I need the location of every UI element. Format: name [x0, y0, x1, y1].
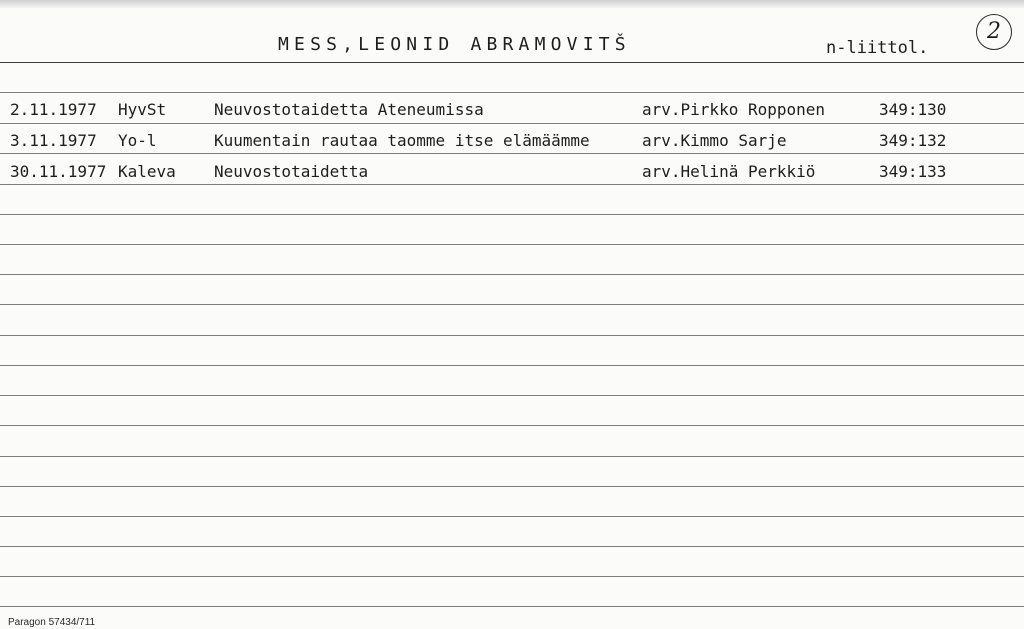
entry-reviewer: arv.Kimmo Sarje [642, 131, 787, 150]
ruled-line [0, 395, 1024, 396]
entry-source: Kaleva [118, 162, 176, 181]
card-number-badge: 2 [976, 14, 1012, 50]
ruled-line [0, 546, 1024, 547]
ruled-line [0, 92, 1024, 93]
ruled-line [0, 304, 1024, 305]
entry-date: 3.11.1977 [10, 131, 97, 150]
entry-source: Yo-l [118, 131, 157, 150]
entry-reference: 349:132 [879, 131, 947, 150]
entry-reference: 349:133 [879, 162, 947, 181]
entry-title: Neuvostotaidetta Ateneumissa [214, 100, 484, 119]
ruled-line [0, 456, 1024, 457]
entry-reviewer: arv.Helinä Perkkiö [642, 162, 816, 181]
card-heading-tag: n-liittol. [826, 38, 929, 58]
printer-imprint: Paragon 57434/711 [8, 617, 96, 628]
entry-date: 30.11.1977 [10, 162, 107, 181]
entry-reviewer: arv.Pirkko Ropponen [642, 100, 826, 119]
ruled-line [0, 576, 1024, 577]
ruled-line [0, 486, 1024, 487]
entry-reference: 349:130 [879, 100, 947, 119]
entry-title: Kuumentain rautaa taomme itse elämäämme [214, 131, 590, 150]
ruled-line [0, 244, 1024, 245]
entry-row [0, 162, 1024, 188]
entry-date: 2.11.1977 [10, 100, 97, 119]
card-heading-name: MESS,LEONID ABRAMOVITŠ [278, 34, 631, 55]
ruled-line [0, 425, 1024, 426]
ruled-line [0, 214, 1024, 215]
entry-row [0, 100, 1024, 126]
entry-row [0, 131, 1024, 157]
ruled-line [0, 606, 1024, 607]
entry-title: Neuvostotaidetta [214, 162, 369, 181]
ruled-line [0, 365, 1024, 366]
ruled-line [0, 335, 1024, 336]
ruled-line [0, 516, 1024, 517]
header-rule [0, 62, 1024, 63]
entry-source: HyvSt [118, 100, 167, 119]
ruled-line [0, 274, 1024, 275]
card-top-edge [0, 0, 1024, 8]
